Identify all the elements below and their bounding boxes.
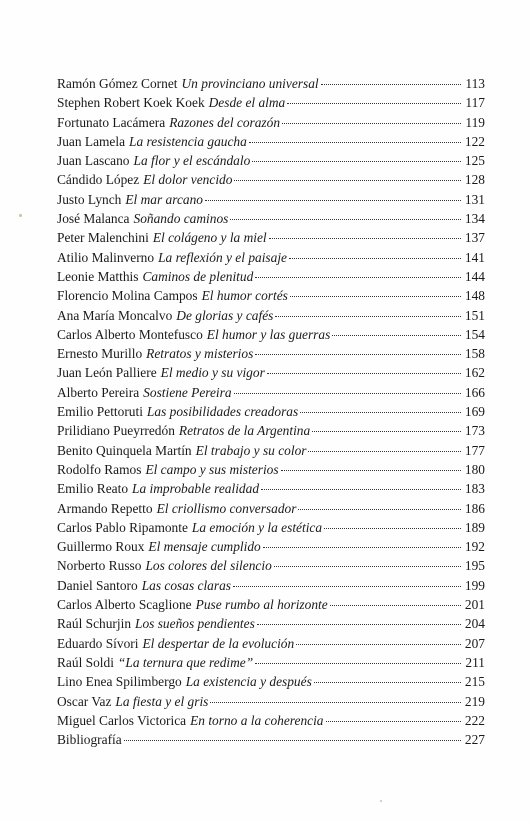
toc-entry-title: El despertar de la evolución <box>142 635 295 651</box>
toc-entry-author: Ramón Gómez Cornet <box>57 76 178 91</box>
toc-entry-page-number: 215 <box>464 674 485 690</box>
toc-entry-author: Prilidiano Pueyrredón <box>57 423 175 439</box>
toc-entry-author: Guillermo Roux <box>57 539 145 555</box>
toc-entry-title: Las cosas claras <box>141 577 231 593</box>
toc-dot-leader <box>252 161 461 162</box>
toc-entry-page-number: 137 <box>464 230 485 246</box>
toc-entry-author: Florencio Molina Campos <box>57 288 198 304</box>
toc-entry-title: El mar arcano <box>125 191 203 207</box>
toc-dot-leader <box>257 624 461 625</box>
toc-dot-leader <box>230 219 461 220</box>
toc-entry-author: Atilio Malinverno <box>57 249 155 265</box>
toc-entry-page-number: 144 <box>464 268 485 284</box>
toc-entry-page-number: 148 <box>464 288 485 304</box>
toc-entry-page-number: 151 <box>464 307 485 323</box>
toc-entry <box>57 518 485 537</box>
toc-entry-author: Rodolfo Ramos <box>57 461 142 477</box>
toc-entry-page-number: 211 <box>465 654 485 670</box>
toc-entry-page-number: 207 <box>464 635 485 651</box>
toc-entry-title: La improbable realidad <box>132 481 260 497</box>
toc-entry-title: Razones del corazón <box>169 114 281 130</box>
toc-entry-page-number: 183 <box>464 481 485 497</box>
toc-entry-page-number: 192 <box>464 539 485 555</box>
toc-dot-leader <box>205 200 461 201</box>
toc-entry-page-number: 122 <box>464 133 485 149</box>
toc-entry-page-number: 201 <box>464 597 485 613</box>
toc-entry <box>57 325 485 344</box>
toc-entry-author: Daniel Santoro <box>57 577 138 593</box>
toc-dot-leader <box>255 354 461 355</box>
toc-entry-author: Juan Lamela <box>57 133 126 149</box>
toc-dot-leader <box>308 451 461 452</box>
toc-entry-author: Ana María Moncalvo <box>57 307 173 323</box>
toc-entry-page-number: 119 <box>465 114 485 130</box>
toc-entry-page-number: 222 <box>464 712 485 728</box>
toc-entry-title: El colágeno y la miel <box>152 230 267 246</box>
toc-entry <box>57 248 485 267</box>
toc-dot-leader <box>296 644 461 645</box>
toc-dot-leader <box>234 180 461 181</box>
toc-entry-author: Miguel Carlos Victorica <box>57 712 187 728</box>
toc-entry-title: Los colores del silencio <box>145 558 272 574</box>
toc-entry <box>57 151 485 170</box>
toc-entry-title: El humor y las guerras <box>206 326 331 342</box>
toc-entry-page-number: 128 <box>464 172 485 188</box>
toc-entry-author: Lino Enea Spilimbergo <box>57 674 182 690</box>
toc-entry-title: El mensaje cumplido <box>148 539 261 555</box>
toc-entry-page-number: 219 <box>464 693 485 709</box>
toc-entry-title: Soñando caminos <box>133 211 229 227</box>
toc-dot-leader <box>274 566 461 567</box>
toc-entry-author: Stephen Robert Koek Koek <box>57 95 205 111</box>
toc-dot-leader <box>324 528 461 529</box>
toc-entry <box>57 672 485 691</box>
toc-entry <box>57 363 485 382</box>
toc-entry-author: Eduardo Sívori <box>57 635 139 651</box>
toc-dot-leader <box>261 489 461 490</box>
toc-entry <box>57 634 485 653</box>
toc-entry <box>57 267 485 286</box>
toc-entry-page-number: 134 <box>464 211 485 227</box>
toc-entry-title: El trabajo y su color <box>195 442 307 458</box>
toc-dot-leader <box>287 103 461 104</box>
toc-entry-author: Justo Lynch <box>57 191 122 207</box>
toc-entry-page-number: 162 <box>464 365 485 381</box>
toc-entry-title: La existencia y después <box>185 674 312 690</box>
toc-entry-author: Bibliografía <box>57 732 122 748</box>
toc-entry-title: Un provinciano universal <box>181 76 319 91</box>
toc-entry-author: Cándido López <box>57 172 140 188</box>
toc-entry-author: Emilio Reato <box>57 481 129 497</box>
toc-entry <box>57 228 485 247</box>
toc-entry-title: La resistencia gaucha <box>129 133 247 149</box>
toc-entry <box>57 383 485 402</box>
toc-entry-title: Retratos de la Argentina <box>178 423 311 439</box>
toc-entry <box>57 576 485 595</box>
toc-entry-title: Las posibilidades creadoras <box>146 404 299 420</box>
toc-entry-page-number: 195 <box>464 558 485 574</box>
toc-entry <box>57 441 485 460</box>
toc-entry-author: Alberto Pereira <box>57 384 140 400</box>
toc-dot-leader <box>282 123 461 124</box>
toc-dot-leader <box>233 586 461 587</box>
toc-entry-page-number: 199 <box>464 577 485 593</box>
table-of-contents <box>57 74 485 749</box>
toc-entry-page-number: 227 <box>464 732 485 748</box>
toc-entry-page-number: 180 <box>464 461 485 477</box>
toc-entry-page-number: 177 <box>464 442 485 458</box>
toc-entry-title: El campo y sus misterios <box>145 461 279 477</box>
toc-entry <box>57 537 485 556</box>
toc-entry <box>57 421 485 440</box>
toc-dot-leader <box>210 702 461 703</box>
toc-entry-author: Armando Repetto <box>57 500 153 516</box>
toc-entry-page-number: 113 <box>465 76 485 91</box>
toc-entry-page-number: 169 <box>464 404 485 420</box>
toc-entry-title: El medio y su vigor <box>160 365 265 381</box>
toc-entry <box>57 499 485 518</box>
toc-dot-leader <box>234 393 461 394</box>
toc-entry-title: De glorias y cafés <box>176 307 274 323</box>
toc-entry-page-number: 154 <box>464 326 485 342</box>
toc-entry <box>57 113 485 132</box>
toc-dot-leader <box>326 721 462 722</box>
toc-entry-author: Carlos Alberto Montefusco <box>57 326 203 342</box>
toc-entry <box>57 460 485 479</box>
toc-dot-leader <box>290 296 461 297</box>
toc-entry-page-number: 158 <box>464 346 485 362</box>
toc-entry <box>57 692 485 711</box>
toc-entry-title: En torno a la coherencia <box>190 712 324 728</box>
toc-dot-leader <box>269 238 461 239</box>
toc-entry-title: El criollismo conversador <box>156 500 297 516</box>
toc-entry-title: La fiesta y el gris <box>115 693 209 709</box>
toc-entry-page-number: 189 <box>464 519 485 535</box>
toc-dot-leader <box>321 84 461 85</box>
toc-entry-author: Benito Quinquela Martín <box>57 442 192 458</box>
toc-entry <box>57 286 485 305</box>
toc-entry <box>57 170 485 189</box>
toc-entry <box>57 653 485 672</box>
toc-entry <box>57 74 485 93</box>
toc-entry-title: La reflexión y el paisaje <box>158 249 287 265</box>
toc-entry-author: Oscar Vaz <box>57 693 112 709</box>
toc-entry-title: El humor cortés <box>201 288 288 304</box>
toc-entry-page-number: 141 <box>464 249 485 265</box>
toc-entry-page-number: 166 <box>464 384 485 400</box>
toc-entry-author: José Malanca <box>57 211 130 227</box>
toc-entry-author: Carlos Alberto Scaglione <box>57 597 192 613</box>
page-speck <box>19 214 22 217</box>
toc-entry-author: Juan Lascano <box>57 153 130 169</box>
toc-dot-leader <box>267 373 461 374</box>
toc-entry-page-number: 204 <box>464 616 485 632</box>
toc-dot-leader <box>275 316 461 317</box>
toc-entry <box>57 730 485 749</box>
toc-entry-author: Leonie Matthis <box>57 268 139 284</box>
toc-dot-leader <box>263 547 461 548</box>
toc-entry <box>57 209 485 228</box>
toc-entry-author: Raúl Schurjin <box>57 616 132 632</box>
toc-entry-title: “La ternura que redime” <box>117 654 254 670</box>
toc-entry <box>57 711 485 730</box>
toc-entry-title: Desde el alma <box>208 95 286 111</box>
toc-dot-leader <box>314 682 461 683</box>
toc-entry <box>57 402 485 421</box>
toc-entry-author: Carlos Pablo Ripamonte <box>57 519 188 535</box>
toc-dot-leader <box>249 142 461 143</box>
toc-dot-leader <box>281 470 461 471</box>
toc-dot-leader <box>312 431 461 432</box>
page-speck <box>380 800 382 802</box>
toc-entry-page-number: 117 <box>465 95 485 111</box>
toc-entry-title: Los sueños pendientes <box>135 616 255 632</box>
toc-entry <box>57 93 485 112</box>
toc-entry-page-number: 131 <box>464 191 485 207</box>
toc-entry-author: Peter Malenchini <box>57 230 149 246</box>
toc-entry-author: Juan León Palliere <box>57 365 157 381</box>
toc-entry-title: La emoción y la estética <box>191 519 323 535</box>
toc-entry-page-number: 173 <box>464 423 485 439</box>
toc-entry-title: Sostiene Pereira <box>143 384 232 400</box>
toc-entry-page-number: 125 <box>464 153 485 169</box>
toc-dot-leader <box>124 740 461 741</box>
toc-dot-leader <box>289 258 461 259</box>
toc-entry <box>57 556 485 575</box>
toc-entry-author: Ernesto Murillo <box>57 346 143 362</box>
toc-dot-leader <box>255 663 461 664</box>
toc-entry-author: Emilio Pettoruti <box>57 404 143 420</box>
toc-entry <box>57 190 485 209</box>
toc-entry <box>57 344 485 363</box>
toc-dot-leader <box>330 605 461 606</box>
toc-entry <box>57 132 485 151</box>
toc-entry-title: La flor y el escándalo <box>133 153 251 169</box>
toc-entry-title: Caminos de plenitud <box>142 268 254 284</box>
toc-entry-page-number: 186 <box>464 500 485 516</box>
toc-entry-author: Raúl Soldi <box>57 654 114 670</box>
toc-dot-leader <box>332 335 461 336</box>
toc-entry <box>57 306 485 325</box>
toc-entry-author: Fortunato Lacámera <box>57 114 166 130</box>
toc-entry-title: El dolor vencido <box>143 172 233 188</box>
toc-entry-title: Puse rumbo al horizonte <box>195 597 328 613</box>
toc-entry <box>57 479 485 498</box>
toc-entry <box>57 614 485 633</box>
toc-dot-leader <box>300 412 461 413</box>
toc-dot-leader <box>255 277 461 278</box>
toc-entry-author: Norberto Russo <box>57 558 142 574</box>
toc-entry <box>57 595 485 614</box>
toc-dot-leader <box>298 509 461 510</box>
toc-entry-title: Retratos y misterios <box>146 346 254 362</box>
